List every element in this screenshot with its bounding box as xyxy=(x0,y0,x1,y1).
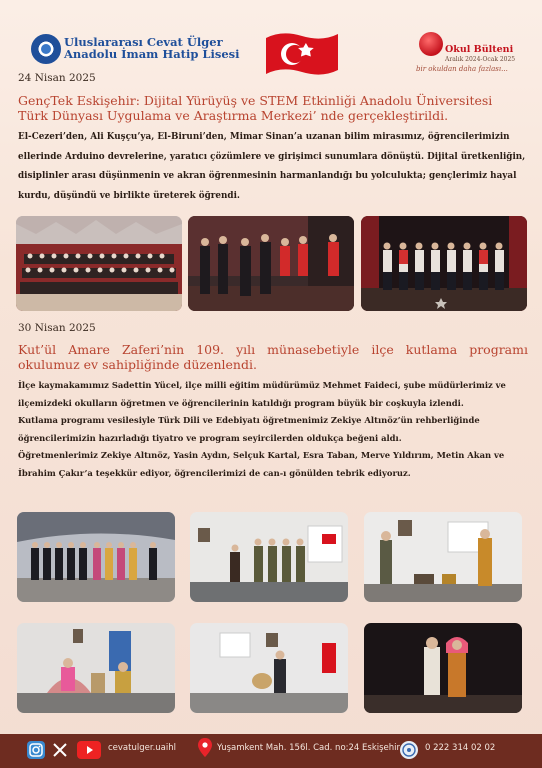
photo-couple-scene xyxy=(364,623,522,713)
school-name-line1: Uluslararası Cevat Ülger xyxy=(64,35,223,49)
youtube-icon[interactable] xyxy=(77,741,101,759)
section1-title-line2: Türk Dünyası Uygulama ve Araştırma Merkezi’ nde gerçekleştirildi. xyxy=(18,108,449,123)
section2-body-line: ilçemizdeki okulların öğretmen ve öğrencilerinin katıldığı program büyük bir coşkuyla izlendi. xyxy=(18,397,464,408)
photo-auditorium-group xyxy=(16,216,182,311)
section2-title-line2: okulumuz ev sahipliğinde düzenlendi. xyxy=(18,357,257,372)
photo-village-scene xyxy=(364,512,522,602)
section2-body-line: İbrahim Çakır’a teşekkür ediyor, öğrencilerimizi de can-ı gönülden tebrik ediyoruz. xyxy=(18,467,411,478)
section2-body-line: öğrencilerimizin hazırladığı tiyatro ve program seyircilerden oldukça beğeni aldı. xyxy=(18,432,402,443)
section2-body-line: Öğretmenlerimiz Zekiye Altınöz, Yasin Aydın, Selçuk Kartal, Esra Taban, Merve Yıldırım, Metin Akan ve xyxy=(18,450,505,460)
phone-icon xyxy=(400,741,418,759)
instagram-icon[interactable] xyxy=(27,741,45,759)
photo-students-certificates xyxy=(361,216,527,311)
bulletin-slogan: bir okuldan daha fazlası... xyxy=(416,65,508,73)
section2-body-line: İlçe kaymakamımız Sadettin Yücel, ilçe milli eğitim müdürümüz Mehmet Faideci, şube müdürlerimiz ve xyxy=(18,380,506,390)
section2-body xyxy=(18,377,528,482)
section1-title-line1: GençTek Eskişehir: Dijital Yürüyüş ve STEM Etkinliği Anadolu Üniversitesi xyxy=(18,93,493,108)
school-name xyxy=(64,36,239,60)
section1-body xyxy=(18,128,528,206)
section1-body-line: kurdu, düşündü ve birlikte üreterek öğrendi. xyxy=(18,190,240,201)
section1-date: 24 Nisan 2025 xyxy=(18,72,96,84)
section2-body-line: Kutlama programı vesilesiyle Türk Dili ve Edebiyatı öğretmenimiz Zekiye Altınöz’ün rehberliğinde xyxy=(18,415,480,425)
footer-phone: 0 222 314 02 02 xyxy=(425,743,496,753)
section2-title-line1: Kut’ül Amare Zaferi’nin 109. yılı münasebetiyle ilçe kutlama programı xyxy=(18,342,528,357)
footer-social-handle[interactable]: cevatulger.uaihl xyxy=(108,743,176,753)
section1-body-line: ellerinde Arduino devrelerine, yaratıcı çözümlere ve girişimci sunumlara dönüştü. Dijital üretkenliğin, xyxy=(18,151,526,162)
photo-award-ceremony xyxy=(188,216,354,311)
photo-stage-group xyxy=(17,512,175,602)
bulletin-title: Okul Bülteni xyxy=(445,44,514,55)
section2-date: 30 Nisan 2025 xyxy=(18,322,96,334)
section2-title xyxy=(18,342,528,372)
section1-body-line: El-Cezeri’den, Ali Kuşçu’ya, El-Biruni’den, Mimar Sinan’a uzanan bilim mirasımız, öğrencilerimizin xyxy=(18,132,510,142)
footer-address: Yuşamkent Mah. 156l. Cad. no:24 Eskişehir xyxy=(217,743,401,753)
bulletin-logo-icon xyxy=(419,32,443,56)
x-twitter-icon[interactable] xyxy=(51,741,69,759)
section1-title xyxy=(18,93,492,123)
photo-tent-scene xyxy=(17,623,175,713)
location-pin-icon xyxy=(196,737,214,755)
section1-body-line: disiplinler arası düşünmenin ve akran öğrenmesinin harmanlandığı bu yolculukta; gençlerimiz hayal xyxy=(18,171,517,181)
bulletin-period: Aralık 2024-Ocak 2025 xyxy=(445,56,516,63)
photo-drum-scene xyxy=(190,623,348,713)
photo-soldiers-scene xyxy=(190,512,348,602)
school-logo xyxy=(31,34,61,64)
turkish-flag-icon xyxy=(262,30,342,78)
school-name-line2: Anadolu İmam Hatip Lisesi xyxy=(64,47,240,61)
